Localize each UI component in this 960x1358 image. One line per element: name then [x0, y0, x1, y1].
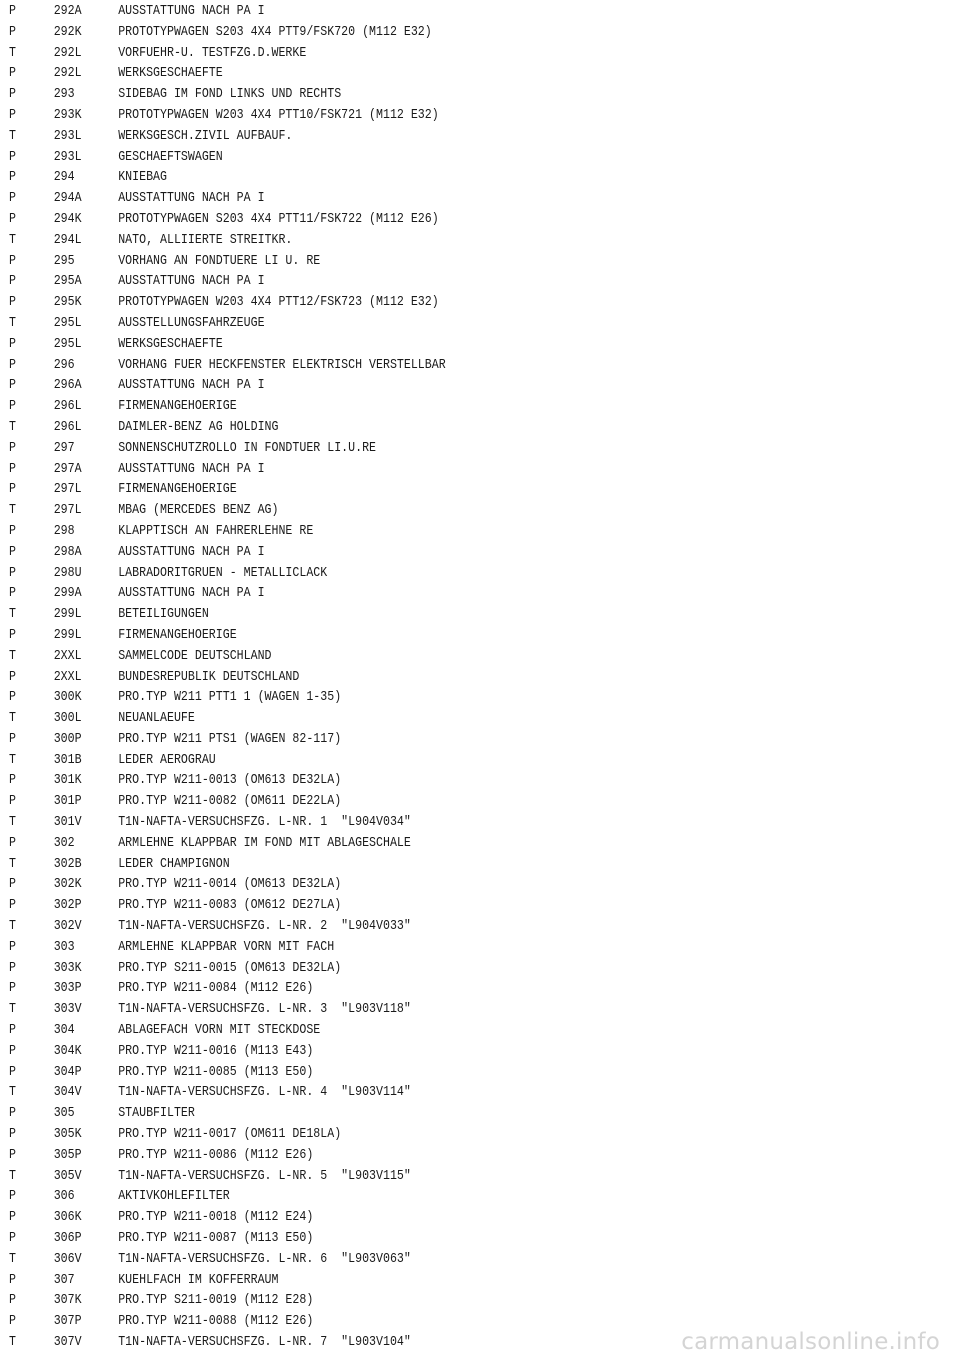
row-description: KLAPPTISCH AN FAHRERLEHNE RE — [118, 523, 314, 539]
row-option-code: 305V — [53, 1168, 82, 1184]
row-option-code: 300P — [53, 731, 82, 747]
row-option-code: 297 — [53, 440, 75, 456]
row-option-code: 303P — [53, 981, 82, 997]
row-description: PRO.TYP W211-0014 (OM613 DE32LA) — [118, 877, 342, 893]
row-option-code: 295L — [53, 336, 82, 352]
row-option-code: 305K — [53, 1127, 82, 1143]
row-option-code: 306P — [53, 1231, 82, 1247]
list-item — [9, 272, 446, 293]
row-option-code: 297L — [53, 503, 82, 519]
list-item — [9, 1000, 446, 1021]
row-type-flag: T — [9, 128, 16, 144]
row-type-flag: P — [9, 87, 16, 103]
row-description: WERKSGESCHAEFTE — [118, 336, 223, 352]
list-item — [9, 2, 446, 23]
list-item — [9, 813, 446, 834]
row-type-flag: T — [9, 419, 16, 435]
row-description: ARMLEHNE KLAPPBAR IM FOND MIT ABLAGESCHALE — [118, 835, 411, 851]
row-description: WERKSGESCHAEFTE — [118, 66, 223, 82]
row-type-flag: P — [9, 586, 16, 602]
list-item — [9, 522, 446, 543]
row-option-code: 301P — [53, 794, 82, 810]
row-option-code: 297L — [53, 482, 82, 498]
row-description: AUSSTATTUNG NACH PA I — [118, 191, 265, 207]
row-description: SAMMELCODE DEUTSCHLAND — [118, 648, 272, 664]
row-description: AKTIVKOHLEFILTER — [118, 1189, 230, 1205]
row-description: T1N-NAFTA-VERSUCHSFZG. L-NR. 6 "L903V063" — [118, 1251, 411, 1267]
row-option-code: 307P — [53, 1314, 82, 1330]
row-description: SIDEBAG IM FOND LINKS UND RECHTS — [118, 87, 342, 103]
row-type-flag: T — [9, 1335, 16, 1350]
row-option-code: 307 — [53, 1272, 75, 1288]
row-type-flag: T — [9, 1251, 16, 1267]
row-option-code: 295K — [53, 295, 82, 311]
row-type-flag: T — [9, 1002, 16, 1018]
row-type-flag: P — [9, 378, 16, 394]
list-item — [9, 480, 446, 501]
list-item — [9, 959, 446, 980]
row-type-flag: T — [9, 315, 16, 331]
list-item — [9, 771, 446, 792]
list-item — [9, 605, 446, 626]
row-option-code: 302 — [53, 835, 75, 851]
list-item — [9, 376, 446, 397]
row-option-code: 304V — [53, 1085, 82, 1101]
list-item — [9, 1083, 446, 1104]
list-item — [9, 127, 446, 148]
row-type-flag: P — [9, 1293, 16, 1309]
list-item — [9, 1063, 446, 1084]
row-option-code: 292A — [53, 4, 82, 19]
row-option-code: 301V — [53, 815, 82, 831]
row-type-flag: P — [9, 24, 16, 40]
row-option-code: 298U — [53, 565, 82, 581]
list-item — [9, 148, 446, 169]
list-item — [9, 1021, 446, 1042]
row-option-code: 294 — [53, 170, 75, 186]
row-type-flag: P — [9, 1231, 16, 1247]
row-type-flag: P — [9, 149, 16, 165]
row-option-code: 294A — [53, 191, 82, 207]
list-item — [9, 85, 446, 106]
row-option-code: 298 — [53, 523, 75, 539]
row-description: PRO.TYP W211-0013 (OM613 DE32LA) — [118, 773, 342, 789]
row-type-flag: P — [9, 939, 16, 955]
row-type-flag: P — [9, 66, 16, 82]
row-type-flag: T — [9, 607, 16, 623]
row-description: KNIEBAG — [118, 170, 167, 186]
row-type-flag: P — [9, 1064, 16, 1080]
list-item — [9, 168, 446, 189]
row-option-code: 304 — [53, 1023, 75, 1039]
row-description: PRO.TYP W211-0016 (M113 E43) — [118, 1043, 314, 1059]
row-option-code: 295L — [53, 315, 82, 331]
row-type-flag: P — [9, 544, 16, 560]
list-item — [9, 1146, 446, 1167]
row-type-flag: T — [9, 232, 16, 248]
row-description: PRO.TYP W211 PTT1 1 (WAGEN 1-35) — [118, 690, 342, 706]
row-option-code: 302B — [53, 856, 82, 872]
list-item — [9, 688, 446, 709]
row-option-code: 304P — [53, 1064, 82, 1080]
row-type-flag: P — [9, 960, 16, 976]
row-option-code: 303K — [53, 960, 82, 976]
row-description: FIRMENANGEHOERIGE — [118, 627, 237, 643]
row-description: PRO.TYP W211-0083 (OM612 DE27LA) — [118, 898, 342, 914]
row-type-flag: T — [9, 752, 16, 768]
row-description: ARMLEHNE KLAPPBAR VORN MIT FACH — [118, 939, 335, 955]
row-option-code: 302V — [53, 919, 82, 935]
list-item — [9, 335, 446, 356]
row-description: WERKSGESCH.ZIVIL AUFBAUF. — [118, 128, 293, 144]
row-option-code: 303V — [53, 1002, 82, 1018]
list-item — [9, 1333, 446, 1354]
list-item — [9, 1167, 446, 1188]
row-type-flag: P — [9, 627, 16, 643]
row-option-code: 292L — [53, 45, 82, 61]
row-type-flag: P — [9, 440, 16, 456]
row-description: T1N-NAFTA-VERSUCHSFZG. L-NR. 1 "L904V034" — [118, 815, 411, 831]
row-option-code: 306 — [53, 1189, 75, 1205]
list-item — [9, 397, 446, 418]
row-type-flag: P — [9, 107, 16, 123]
row-type-flag: P — [9, 1043, 16, 1059]
row-description: PRO.TYP W211-0087 (M113 E50) — [118, 1231, 314, 1247]
list-item — [9, 106, 446, 127]
row-description: ABLAGEFACH VORN MIT STECKDOSE — [118, 1023, 321, 1039]
row-type-flag: P — [9, 835, 16, 851]
row-description: T1N-NAFTA-VERSUCHSFZG. L-NR. 7 "L903V104" — [118, 1335, 411, 1350]
row-description: PRO.TYP W211-0088 (M112 E26) — [118, 1314, 314, 1330]
row-option-code: 2XXL — [53, 669, 82, 685]
list-item — [9, 1250, 446, 1271]
row-description: BUNDESREPUBLIK DEUTSCHLAND — [118, 669, 300, 685]
row-description: PRO.TYP S211-0015 (OM613 DE32LA) — [118, 960, 342, 976]
row-description: PRO.TYP W211 PTS1 (WAGEN 82-117) — [118, 731, 342, 747]
row-description: VORHANG FUER HECKFENSTER ELEKTRISCH VERSTELLBAR — [118, 357, 446, 373]
row-type-flag: T — [9, 1168, 16, 1184]
row-type-flag: P — [9, 565, 16, 581]
row-description: PRO.TYP W211-0018 (M112 E24) — [118, 1210, 314, 1226]
list-item — [9, 938, 446, 959]
row-option-code: 299L — [53, 607, 82, 623]
list-item — [9, 564, 446, 585]
row-option-code: 306V — [53, 1251, 82, 1267]
list-item — [9, 730, 446, 751]
row-type-flag: P — [9, 1314, 16, 1330]
row-option-code: 302P — [53, 898, 82, 914]
row-type-flag: P — [9, 191, 16, 207]
row-type-flag: P — [9, 981, 16, 997]
row-type-flag: P — [9, 731, 16, 747]
row-description: NATO, ALLIIERTE STREITKR. — [118, 232, 293, 248]
list-item — [9, 1208, 446, 1229]
row-type-flag: P — [9, 523, 16, 539]
row-description: PROTOTYPWAGEN S203 4X4 PTT9/FSK720 (M112 E32) — [118, 24, 432, 40]
row-type-flag: P — [9, 898, 16, 914]
list-item — [9, 439, 446, 460]
row-option-code: 302K — [53, 877, 82, 893]
row-description: NEUANLAEUFE — [118, 711, 195, 727]
row-description: PRO.TYP W211-0017 (OM611 DE18LA) — [118, 1127, 342, 1143]
row-option-code: 295 — [53, 253, 75, 269]
list-item — [9, 418, 446, 439]
row-type-flag: P — [9, 690, 16, 706]
list-item — [9, 1312, 446, 1333]
row-type-flag: T — [9, 711, 16, 727]
list-item — [9, 293, 446, 314]
row-type-flag: P — [9, 1127, 16, 1143]
row-option-code: 301B — [53, 752, 82, 768]
row-type-flag: P — [9, 669, 16, 685]
row-option-code: 296L — [53, 399, 82, 415]
list-item — [9, 1187, 446, 1208]
row-type-flag: T — [9, 919, 16, 935]
row-description: AUSSTELLUNGSFAHRZEUGE — [118, 315, 265, 331]
list-item — [9, 792, 446, 813]
list-item — [9, 709, 446, 730]
watermark-text: carmanualsonline.info — [681, 1329, 940, 1355]
row-option-code: 299L — [53, 627, 82, 643]
row-type-flag: T — [9, 503, 16, 519]
list-item — [9, 231, 446, 252]
row-option-code: 297A — [53, 461, 82, 477]
row-type-flag: T — [9, 45, 16, 61]
row-option-code: 300L — [53, 711, 82, 727]
list-item — [9, 1271, 446, 1292]
list-item — [9, 314, 446, 335]
row-option-code: 307V — [53, 1335, 82, 1350]
row-type-flag: P — [9, 336, 16, 352]
list-item — [9, 543, 446, 564]
list-item — [9, 23, 446, 44]
row-description: AUSSTATTUNG NACH PA I — [118, 274, 265, 290]
row-type-flag: T — [9, 856, 16, 872]
row-description: T1N-NAFTA-VERSUCHSFZG. L-NR. 2 "L904V033" — [118, 919, 411, 935]
row-description: AUSSTATTUNG NACH PA I — [118, 461, 265, 477]
row-option-code: 292L — [53, 66, 82, 82]
row-type-flag: T — [9, 1085, 16, 1101]
row-type-flag: P — [9, 773, 16, 789]
row-option-code: 303 — [53, 939, 75, 955]
row-description: T1N-NAFTA-VERSUCHSFZG. L-NR. 3 "L903V118" — [118, 1002, 411, 1018]
row-type-flag: P — [9, 461, 16, 477]
row-description: LABRADORITGRUEN - METALLICLACK — [118, 565, 328, 581]
row-type-flag: T — [9, 648, 16, 664]
row-description: SONNENSCHUTZROLLO IN FONDTUER LI.U.RE — [118, 440, 377, 456]
row-description: PRO.TYP W211-0084 (M112 E26) — [118, 981, 314, 997]
row-description: AUSSTATTUNG NACH PA I — [118, 586, 265, 602]
row-option-code: 298A — [53, 544, 82, 560]
list-item — [9, 64, 446, 85]
row-description: AUSSTATTUNG NACH PA I — [118, 378, 265, 394]
list-item — [9, 626, 446, 647]
row-option-code: 294L — [53, 232, 82, 248]
list-item — [9, 917, 446, 938]
row-option-code: 293L — [53, 149, 82, 165]
row-option-code: 295A — [53, 274, 82, 290]
row-type-flag: P — [9, 794, 16, 810]
row-option-code: 305 — [53, 1106, 75, 1122]
list-item — [9, 44, 446, 65]
row-option-code: 296 — [53, 357, 75, 373]
list-item — [9, 647, 446, 668]
row-option-code: 296L — [53, 419, 82, 435]
row-description: LEDER CHAMPIGNON — [118, 856, 230, 872]
row-description: T1N-NAFTA-VERSUCHSFZG. L-NR. 4 "L903V114" — [118, 1085, 411, 1101]
row-type-flag: P — [9, 1189, 16, 1205]
row-type-flag: P — [9, 1210, 16, 1226]
row-type-flag: P — [9, 357, 16, 373]
row-description: PRO.TYP S211-0019 (M112 E28) — [118, 1293, 314, 1309]
list-item — [9, 896, 446, 917]
list-item — [9, 875, 446, 896]
list-item — [9, 356, 446, 377]
row-type-flag: P — [9, 482, 16, 498]
row-option-code: 301K — [53, 773, 82, 789]
list-item — [9, 668, 446, 689]
row-type-flag: P — [9, 170, 16, 186]
row-option-code: 2XXL — [53, 648, 82, 664]
row-type-flag: P — [9, 4, 16, 19]
list-item — [9, 501, 446, 522]
row-description: FIRMENANGEHOERIGE — [118, 399, 237, 415]
list-item — [9, 210, 446, 231]
row-description: VORHANG AN FONDTUERE LI U. RE — [118, 253, 321, 269]
row-description: PROTOTYPWAGEN S203 4X4 PTT11/FSK722 (M112 E26) — [118, 211, 439, 227]
list-item — [9, 751, 446, 772]
row-type-flag: P — [9, 1023, 16, 1039]
row-description: KUEHLFACH IM KOFFERRAUM — [118, 1272, 279, 1288]
row-option-code: 292K — [53, 24, 82, 40]
row-type-flag: P — [9, 1147, 16, 1163]
row-type-flag: P — [9, 1272, 16, 1288]
row-description: PROTOTYPWAGEN W203 4X4 PTT10/FSK721 (M112 E32) — [118, 107, 439, 123]
row-description: STAUBFILTER — [118, 1106, 195, 1122]
row-type-flag: P — [9, 274, 16, 290]
row-option-code: 293L — [53, 128, 82, 144]
list-item — [9, 1229, 446, 1250]
row-description: PRO.TYP W211-0086 (M112 E26) — [118, 1147, 314, 1163]
row-option-code: 299A — [53, 586, 82, 602]
row-option-code: 293K — [53, 107, 82, 123]
list-item — [9, 1104, 446, 1125]
list-item — [9, 584, 446, 605]
row-description: FIRMENANGEHOERIGE — [118, 482, 237, 498]
row-option-code: 307K — [53, 1293, 82, 1309]
row-type-flag: P — [9, 399, 16, 415]
row-description: VORFUEHR-U. TESTFZG.D.WERKE — [118, 45, 307, 61]
list-item — [9, 189, 446, 210]
row-description: GESCHAEFTSWAGEN — [118, 149, 223, 165]
row-description: AUSSTATTUNG NACH PA I — [118, 4, 265, 19]
list-item — [9, 1042, 446, 1063]
list-item — [9, 855, 446, 876]
row-option-code: 304K — [53, 1043, 82, 1059]
row-description: PROTOTYPWAGEN W203 4X4 PTT12/FSK723 (M112 E32) — [118, 295, 439, 311]
row-type-flag: P — [9, 877, 16, 893]
row-option-code: 296A — [53, 378, 82, 394]
row-option-code: 306K — [53, 1210, 82, 1226]
row-type-flag: P — [9, 295, 16, 311]
list-item — [9, 252, 446, 273]
list-item — [9, 1291, 446, 1312]
row-description: DAIMLER-BENZ AG HOLDING — [118, 419, 279, 435]
row-type-flag: P — [9, 253, 16, 269]
row-description: PRO.TYP W211-0085 (M113 E50) — [118, 1064, 314, 1080]
row-option-code: 293 — [53, 87, 75, 103]
row-option-code: 294K — [53, 211, 82, 227]
row-type-flag: P — [9, 211, 16, 227]
option-code-list — [9, 2, 446, 1354]
row-description: MBAG (MERCEDES BENZ AG) — [118, 503, 279, 519]
list-item — [9, 460, 446, 481]
row-type-flag: T — [9, 815, 16, 831]
list-item — [9, 1125, 446, 1146]
row-description: PRO.TYP W211-0082 (OM611 DE22LA) — [118, 794, 342, 810]
list-item — [9, 979, 446, 1000]
row-description: AUSSTATTUNG NACH PA I — [118, 544, 265, 560]
list-item — [9, 834, 446, 855]
row-option-code: 300K — [53, 690, 82, 706]
row-description: LEDER AEROGRAU — [118, 752, 216, 768]
row-description: T1N-NAFTA-VERSUCHSFZG. L-NR. 5 "L903V115" — [118, 1168, 411, 1184]
row-description: BETEILIGUNGEN — [118, 607, 209, 623]
row-type-flag: P — [9, 1106, 16, 1122]
row-option-code: 305P — [53, 1147, 82, 1163]
